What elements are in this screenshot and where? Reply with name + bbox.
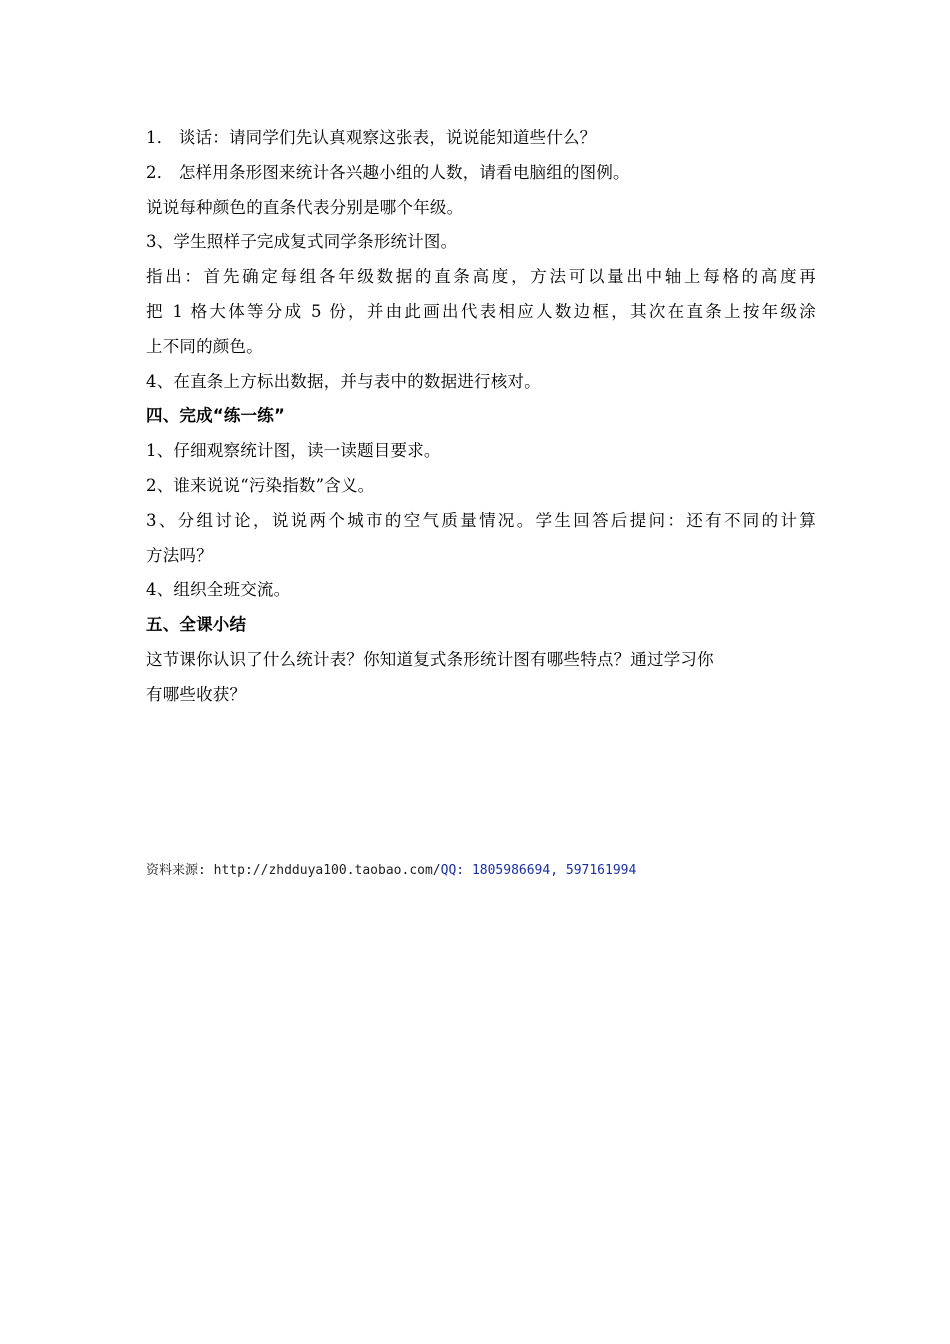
- paragraph-line: 上不同的颜色。: [146, 336, 263, 356]
- paragraph-line: 方法吗？: [146, 545, 213, 565]
- paragraph-line: 说说每种颜色的直条代表分别是哪个年级。: [146, 197, 464, 217]
- qq-contact: QQ: 1805986694, 597161994: [440, 863, 637, 878]
- paragraph-line: 有哪些收获？: [146, 684, 247, 704]
- paragraph-line: 把 1 格大体等分成 5 份，并由此画出代表相应人数边框，其次在直条上按年级涂: [146, 301, 816, 321]
- source-link[interactable]: 资料来源: http://zhdduya100.taobao.com/: [146, 863, 441, 878]
- paragraph-line: 指出：首先确定每组各年级数据的直条高度，方法可以量出中轴上每格的高度再: [146, 267, 816, 287]
- section-heading-summary: 五、全课小结: [146, 615, 247, 635]
- paragraph-line: 4、组织全班交流。: [146, 580, 291, 600]
- paragraph-line: 1、仔细观察统计图，读一读题目要求。: [146, 441, 441, 461]
- paragraph-line: 2、谁来说说“污染指数”含义。: [146, 475, 375, 495]
- paragraph-line: 4、在直条上方标出数据，并与表中的数据进行核对。: [146, 371, 541, 391]
- paragraph-line: 3、分组讨论，说说两个城市的空气质量情况。学生回答后提问：还有不同的计算: [146, 510, 816, 530]
- paragraph-line: 这节课你认识了什么统计表？你知道复式条形统计图有哪些特点？通过学习你: [146, 649, 714, 669]
- paragraph-line: 2． 怎样用条形图来统计各兴趣小组的人数，请看电脑组的图例。: [146, 162, 630, 182]
- source-footer: [146, 862, 636, 880]
- paragraph-line: 1． 谈话：请同学们先认真观察这张表，说说能知道些什么？: [146, 128, 597, 147]
- document-body: [146, 121, 816, 713]
- section-heading-practice: 四、完成“练一练”: [146, 406, 285, 426]
- paragraph-line: 3、学生照样子完成复式同学条形统计图。: [146, 232, 458, 252]
